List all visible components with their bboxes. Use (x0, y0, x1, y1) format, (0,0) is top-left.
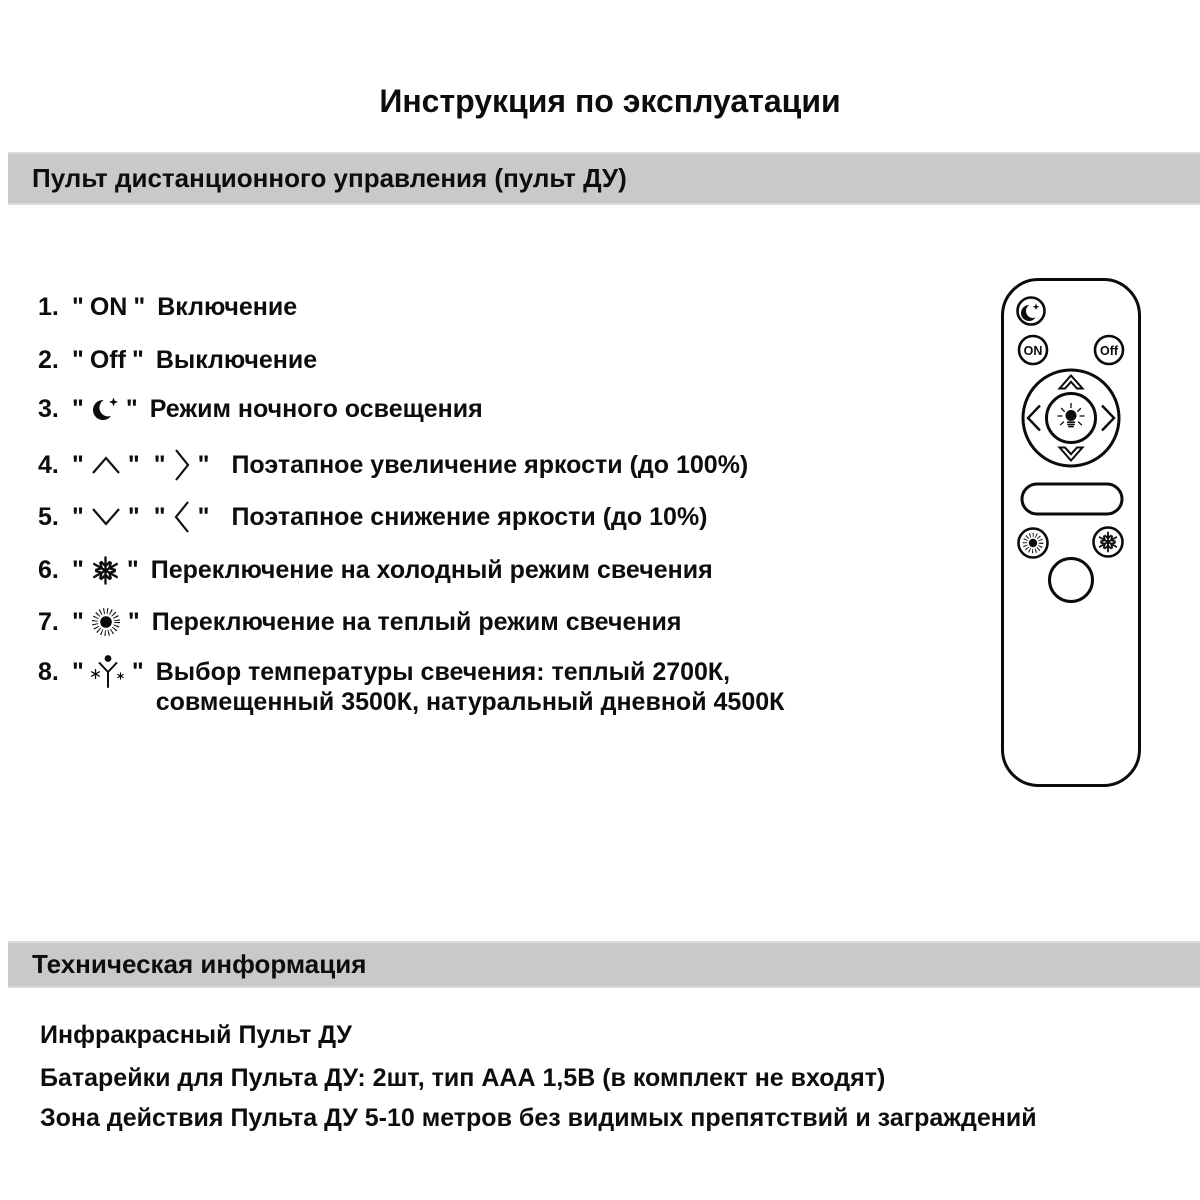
item-number: 4. (38, 451, 59, 479)
instruction-item-2 (38, 342, 317, 378)
item-description: Включение (157, 293, 298, 321)
item-number: 8. (38, 658, 59, 686)
instruction-item-6 (38, 552, 713, 588)
instruction-item-7 (38, 604, 681, 640)
quote-mark: " (131, 346, 144, 374)
item-number: 1. (38, 293, 59, 321)
remote-off-label: Off (1099, 343, 1119, 358)
temperature-select-icon (90, 653, 126, 691)
item-description: Поэтапное снижение яркости (до 10%) (231, 503, 708, 531)
item-number: 3. (38, 395, 59, 423)
tech-info-line-3: Зона действия Пульта ДУ 5-10 метров без видимых препятствий и заграждений (40, 1104, 1037, 1132)
snowflake-icon (90, 555, 121, 586)
tech-info-line-1: Инфракрасный Пульт ДУ (40, 1021, 352, 1049)
quote-mark: " (72, 451, 84, 479)
sun-icon (90, 606, 122, 638)
quote-mark: " (127, 503, 140, 531)
section-bar-tech (8, 941, 1200, 988)
chevron-down-icon (90, 506, 122, 528)
section-bar-remote (8, 152, 1200, 205)
instruction-item-5 (38, 499, 708, 535)
item-number: 7. (38, 608, 59, 636)
quote-mark: " (125, 395, 138, 423)
quote-mark: " (72, 293, 84, 321)
section-header-remote: Пульт дистанционного управления (пульт ДУ) (32, 163, 627, 193)
quote-mark: " (197, 451, 210, 479)
chevron-up-icon (90, 454, 122, 476)
angle-left-icon (172, 499, 192, 535)
instruction-item-8 (38, 657, 804, 717)
quote-mark: " (72, 608, 84, 636)
second-key-group (154, 447, 210, 483)
item-description: Выключение (155, 346, 318, 374)
crescent-moon-icon (90, 394, 120, 424)
item-number: 5. (38, 503, 59, 531)
quote-mark: " (153, 503, 166, 531)
quote-mark: " (126, 556, 139, 584)
remote-warm-button (1019, 529, 1048, 558)
remote-control-illustration (1001, 278, 1141, 787)
section-header-tech: Техническая информация (32, 949, 367, 979)
second-key-group (154, 499, 210, 535)
remote-on-label: ON (1023, 343, 1043, 358)
page-title: Инструкция по эксплуатации (379, 83, 841, 120)
off-key-label: Off (89, 346, 126, 374)
quote-mark: " (127, 608, 140, 636)
item-number: 2. (38, 346, 59, 374)
quote-mark: " (197, 503, 210, 531)
item-description: Переключение на теплый режим свечения (151, 608, 682, 636)
quote-mark: " (72, 503, 84, 531)
item-description: Режим ночного освещения (149, 395, 483, 423)
on-key-label: ON (89, 293, 128, 321)
quote-mark: " (72, 658, 84, 686)
quote-mark: " (72, 556, 84, 584)
quote-mark: " (72, 395, 84, 423)
quote-mark: " (127, 451, 140, 479)
item-description: Переключение на холодный режим свечения (150, 556, 713, 584)
tech-info-line-2: Батарейки для Пульта ДУ: 2шт, тип ААА 1,5В (в комплект не входят) (40, 1064, 886, 1092)
angle-right-icon (172, 447, 192, 483)
instruction-item-4 (38, 447, 748, 483)
quote-mark: " (72, 346, 84, 374)
instruction-item-3 (38, 391, 483, 427)
quote-mark: " (133, 293, 146, 321)
quote-mark: " (153, 451, 166, 479)
item-description: Выбор температуры свечения: теплый 2700К, совмещенный 3500К, натуральный дневной 4500К (155, 658, 785, 716)
item-description: Поэтапное увеличение яркости (до 100%) (231, 451, 749, 479)
quote-mark: " (131, 658, 144, 686)
item-number: 6. (38, 556, 59, 584)
instruction-item-1 (38, 289, 297, 325)
